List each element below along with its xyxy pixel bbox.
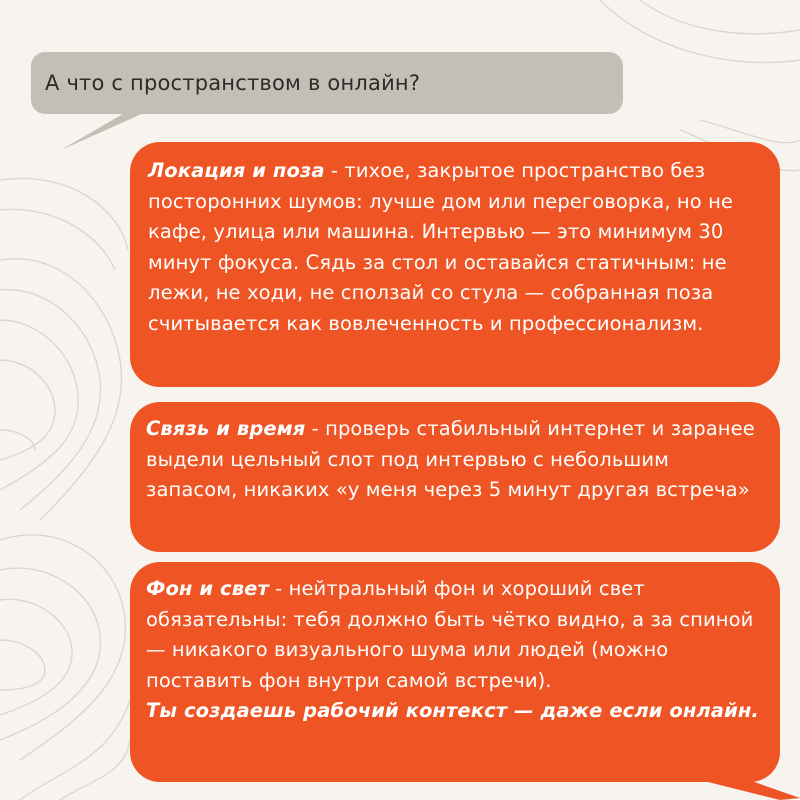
- connection-time-body: - проверь стабильный интернет и заранее выдели цельный слот под интервью с небольшим запасом, никаких «у меня через 5 минут другая встреча»: [146, 417, 755, 501]
- location-pose-card: [130, 142, 780, 387]
- question-bubble-tail: [55, 108, 155, 152]
- background-light-card: [130, 562, 780, 782]
- question-bubble: [31, 52, 623, 114]
- closing-statement: Ты создаешь рабочий контекст — даже если онлайн.: [146, 699, 759, 722]
- answer-bubble-tail: [660, 770, 800, 800]
- connection-time-heading: Связь и время: [146, 417, 306, 440]
- connection-time-paragraph: [146, 414, 766, 506]
- location-pose-paragraph: [148, 156, 760, 339]
- question-text: А что с пространством в онлайн?: [45, 71, 421, 95]
- background-light-heading: Фон и свет: [146, 577, 269, 600]
- connection-time-card: [130, 402, 780, 552]
- location-pose-heading: Локация и поза: [148, 159, 325, 182]
- location-pose-body: - тихое, закрытое пространство без посторонних шумов: лучше дом или переговорка, но не кафе, улица или машина. Интервью — это минимум 30 минут фокуса. Сядь за стол и оставайся статичным: не лежи, не ходи, не сползай со стула — собранная поза считывается как вовлеченность и профессионализм.: [148, 159, 734, 335]
- background-light-body: - нейтральный фон и хороший свет обязательны: тебя должно быть чётко видно, а за спиной — никакого визуального шума или людей (можно поставить фон внутри самой встречи).: [146, 577, 754, 692]
- background-light-paragraph: [146, 574, 766, 696]
